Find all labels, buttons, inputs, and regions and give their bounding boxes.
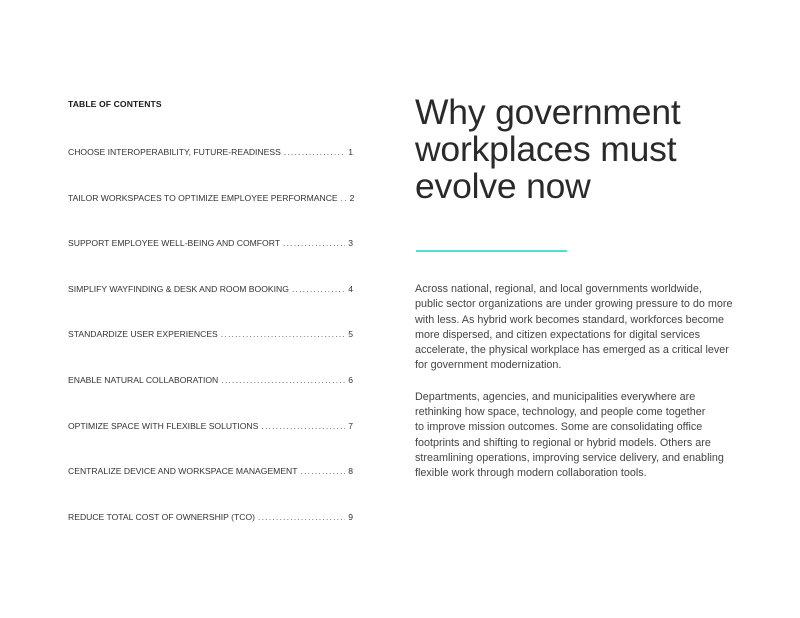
toc-item[interactable] <box>68 329 353 375</box>
toc-dot-leader <box>284 147 345 157</box>
toc-heading: TABLE OF CONTENTS <box>68 99 162 109</box>
toc-dot-leader <box>261 421 345 431</box>
toc-item-label: CENTRALIZE DEVICE AND WORKSPACE MANAGEMENT <box>68 466 298 477</box>
paragraph-line: footprints and shifting to regional or hybrid models. Others are <box>415 436 711 449</box>
toc-item[interactable] <box>68 375 353 421</box>
accent-divider <box>416 250 567 252</box>
toc-item-label: SUPPORT EMPLOYEE WELL-BEING AND COMFORT <box>68 238 281 249</box>
toc-item-page: 8 <box>348 466 353 477</box>
toc-item-label: SIMPLIFY WAYFINDING & DESK AND ROOM BOOKING <box>68 283 289 294</box>
paragraph-line: more dispersed, and citizen expectations for digital services <box>415 328 701 341</box>
toc-item[interactable] <box>68 147 353 193</box>
paragraph-line: with less. As hybrid work becomes standard, workforces become <box>415 313 725 326</box>
title-line: workplaces must <box>415 129 677 169</box>
paragraph-line: to improve mission outcomes. Some are consolidating office <box>415 421 703 434</box>
page-title <box>415 94 745 205</box>
paragraph-line: Across national, regional, and local governments worldwide, <box>415 283 702 295</box>
paragraph-line: streamlining operations, improving service delivery, and enabling <box>415 451 724 464</box>
paragraph-line: Departments, agencies, and municipalities everywhere are <box>415 390 696 403</box>
toc-dot-leader <box>221 375 345 385</box>
table-of-contents <box>68 99 353 557</box>
toc-item-page: 5 <box>348 329 353 340</box>
toc-item[interactable] <box>68 512 353 558</box>
toc-item-label: CHOOSE INTEROPERABILITY, FUTURE-READINESS <box>68 147 281 157</box>
second-paragraph <box>415 390 745 482</box>
toc-dot-leader <box>283 238 345 248</box>
intro-paragraph <box>415 282 745 374</box>
toc-item-page: 4 <box>348 283 353 294</box>
paragraph-line: accelerate, the physical workplace has emerged as a critical lever <box>415 344 729 357</box>
toc-item-page: 2 <box>349 192 355 203</box>
toc-item-label: TAILOR WORKSPACES TO OPTIMIZE EMPLOYEE PERFORMANCE <box>68 192 338 203</box>
toc-item-page: 7 <box>348 420 353 431</box>
article-section <box>415 94 745 482</box>
toc-item-label: OPTIMIZE SPACE WITH FLEXIBLE SOLUTIONS <box>68 420 259 431</box>
toc-item-label: REDUCE TOTAL COST OF OWNERSHIP (TCO) <box>68 511 256 522</box>
toc-dot-leader <box>341 193 347 203</box>
toc-item[interactable] <box>68 284 353 330</box>
toc-item[interactable] <box>68 421 353 467</box>
toc-item-label: STANDARDIZE USER EXPERIENCES <box>68 329 218 340</box>
toc-dot-leader <box>221 329 345 339</box>
toc-dot-leader <box>292 284 345 294</box>
toc-item-page: 3 <box>348 238 353 249</box>
toc-dot-leader <box>301 466 346 476</box>
toc-item-label: ENABLE NATURAL COLLABORATION <box>68 374 219 385</box>
paragraph-line: rethinking how space, technology, and people come together <box>415 406 706 419</box>
toc-item-page: 9 <box>348 511 353 522</box>
toc-item[interactable] <box>68 193 353 239</box>
toc-dot-leader <box>258 512 345 522</box>
toc-item[interactable] <box>68 466 353 512</box>
paragraph-line: for government modernization. <box>415 359 562 372</box>
toc-item[interactable] <box>68 238 353 284</box>
title-line: evolve now <box>415 166 591 206</box>
toc-item-page: 1 <box>348 147 353 157</box>
paragraph-line: flexible work through modern collaboration tools. <box>415 467 647 480</box>
toc-list <box>68 147 353 557</box>
title-line: Why government <box>415 92 681 132</box>
toc-item-page: 6 <box>348 374 353 385</box>
paragraph-line: public sector organizations are under growing pressure to do more <box>415 298 733 311</box>
